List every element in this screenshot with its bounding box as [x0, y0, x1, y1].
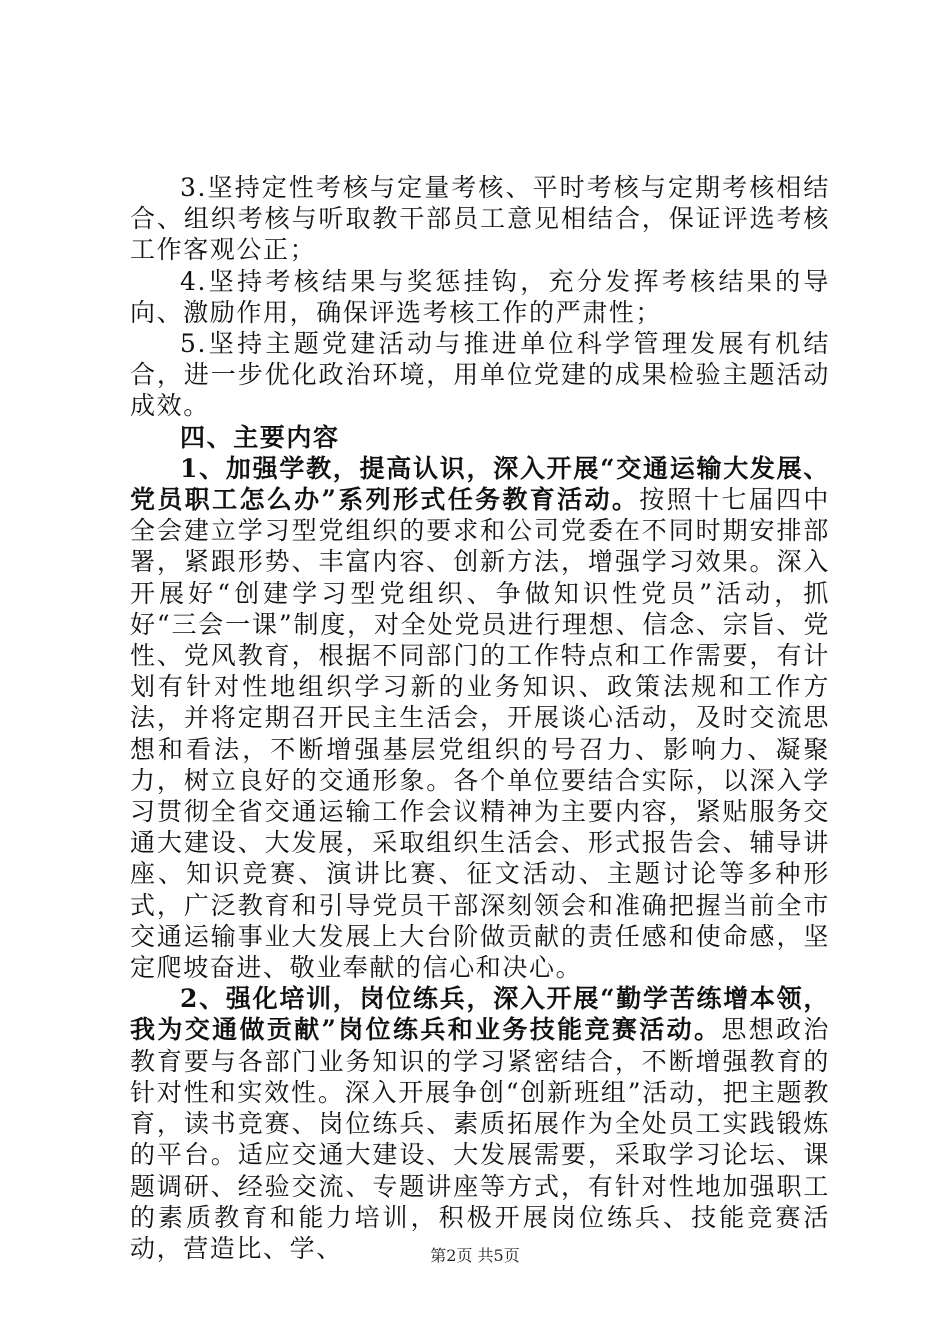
paragraph-item-5: 5.坚持主题党建活动与推进单位科学管理发展有机结合，进一步优化政治环境，用单位党建的成果检验主题活动成效。 — [130, 329, 830, 421]
paragraph-item-3: 3.坚持定性考核与定量考核、平时考核与定期考核相结合、组织考核与听取教干部员工意见相结合，保证评选考核工作客观公正； — [130, 173, 830, 265]
section-1-paragraph — [130, 453, 830, 983]
section-2-body: 思想政治教育要与各部门业务知识的学习紧密结合，不断增强教育的针对性和实效性。深入开展争创“创新班组”活动，把主题教育，读书竞赛、岗位练兵、素质拓展作为全处员工实践锻炼的平台。适应交通大建设、大发展需要，采取学习论坛、课题调研、经验交流、专题讲座等方式，有针对性地加强职工的素质教育和能力培训，积极开展岗位练兵、技能竞赛活动，营造比、学、 — [130, 1015, 830, 1263]
paragraph-item-4: 4.坚持考核结果与奖惩挂钩，充分发挥考核结果的导向、激励作用，确保评选考核工作的严肃性； — [130, 266, 830, 327]
section-2-bold-lead: 2、强化培训，岗位练兵，深入开展“勤学苦练增本领，我为交通做贡献”岗位练兵和业务技能竞赛活动。 — [130, 984, 830, 1045]
section-1-bold-lead: 1、加强学教，提高认识，深入开展“交通运输大发展、党员职工怎么办”系列形式任务教育活动。 — [130, 453, 830, 515]
section-1-body: 按照十七届四中全会建立学习型党组织的要求和公司党委在不同时期安排部署，紧跟形势、丰富内容、创新方法，增强学习效果。深入开展好“创建学习型党组织、争做知识性党员”活动，抓好“三会一课”制度，对全处党员进行理想、信念、宗旨、党性、党风教育，根据不同部门的工作特点和工作需要，有计划有针对性地组织学习新的业务知识、政策法规和工作方法，并将定期召开民主生活会，开展谈心活动，及时交流思想和看法，不断增强基层党组织的号召力、影响力、凝聚力，树立良好的交通形象。各个单位要结合实际，以深入学习贯彻全省交通运输工作会议精神为主要内容，紧贴服务交通大建设、大发展，采取组织生活会、形式报告会、辅导讲座、知识竞赛、演讲比赛、征文活动、主题讨论等多种形式，广泛教育和引导党员干部深刻领会和准确把握当前全市交通运输事业大发展上大台阶做贡献的责任感和使命感，坚定爬坡奋进、敬业奉献的信心和决心。 — [130, 485, 830, 983]
document-body — [130, 172, 830, 1264]
section-heading: 四、主要内容 — [180, 422, 340, 452]
page-footer: 第2页 共5页 — [430, 1246, 520, 1265]
section-2-paragraph — [130, 983, 830, 1264]
